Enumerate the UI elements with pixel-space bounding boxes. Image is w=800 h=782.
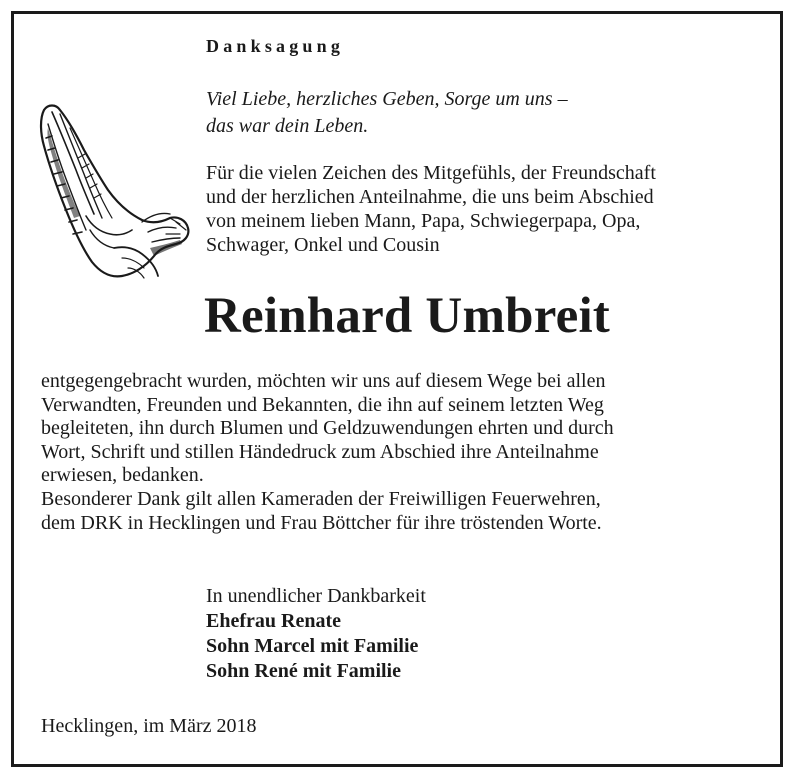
body-line: dem DRK in Hecklingen und Frau Böttcher für ihre tröstenden Worte. [41, 511, 602, 534]
body-line: Besonderer Dank gilt allen Kameraden der Freiwilligen Feuerwehren, [41, 487, 601, 510]
body-line: Wort, Schrift und stillen Händedruck zum Abschied ihre Anteilnahme [41, 440, 599, 463]
body-line: erwiesen, bedanken. [41, 464, 204, 487]
intro-line: von meinem lieben Mann, Papa, Schwiegerpapa, Opa, [206, 210, 641, 232]
intro-line: Für die vielen Zeichen des Mitgefühls, der Freundschaft [206, 162, 656, 184]
body-paragraph [41, 370, 614, 535]
notice-heading: Danksagung [206, 36, 345, 56]
signatory: Ehefrau Renate [206, 610, 341, 632]
deceased-name: Reinhard Umbreit [204, 288, 610, 344]
intro-line: Schwager, Onkel und Cousin [206, 234, 440, 256]
body-line: entgegengebracht wurden, möchten wir uns auf diesem Wege bei allen [41, 370, 606, 392]
praying-hands-icon [30, 98, 195, 298]
closing-line: In unendlicher Dankbarkeit [206, 585, 426, 607]
body-line: Verwandten, Freunden und Bekannten, die ihn auf seinem letzten Weg [41, 393, 604, 416]
body-line: begleiteten, ihn durch Blumen und Geldzuwendungen ehrten und durch [41, 417, 614, 440]
motto-verse [206, 86, 568, 140]
signature-block [206, 584, 426, 684]
signatory: Sohn Marcel mit Familie [206, 635, 419, 657]
place-date: Hecklingen, im März 2018 [41, 715, 257, 737]
intro-line: und der herzlichen Anteilnahme, die uns beim Abschied [206, 186, 654, 208]
motto-line: das war dein Leben. [206, 115, 369, 137]
motto-line: Viel Liebe, herzliches Geben, Sorge um uns – [206, 88, 568, 110]
intro-paragraph [206, 161, 656, 257]
signatory: Sohn René mit Familie [206, 660, 401, 682]
